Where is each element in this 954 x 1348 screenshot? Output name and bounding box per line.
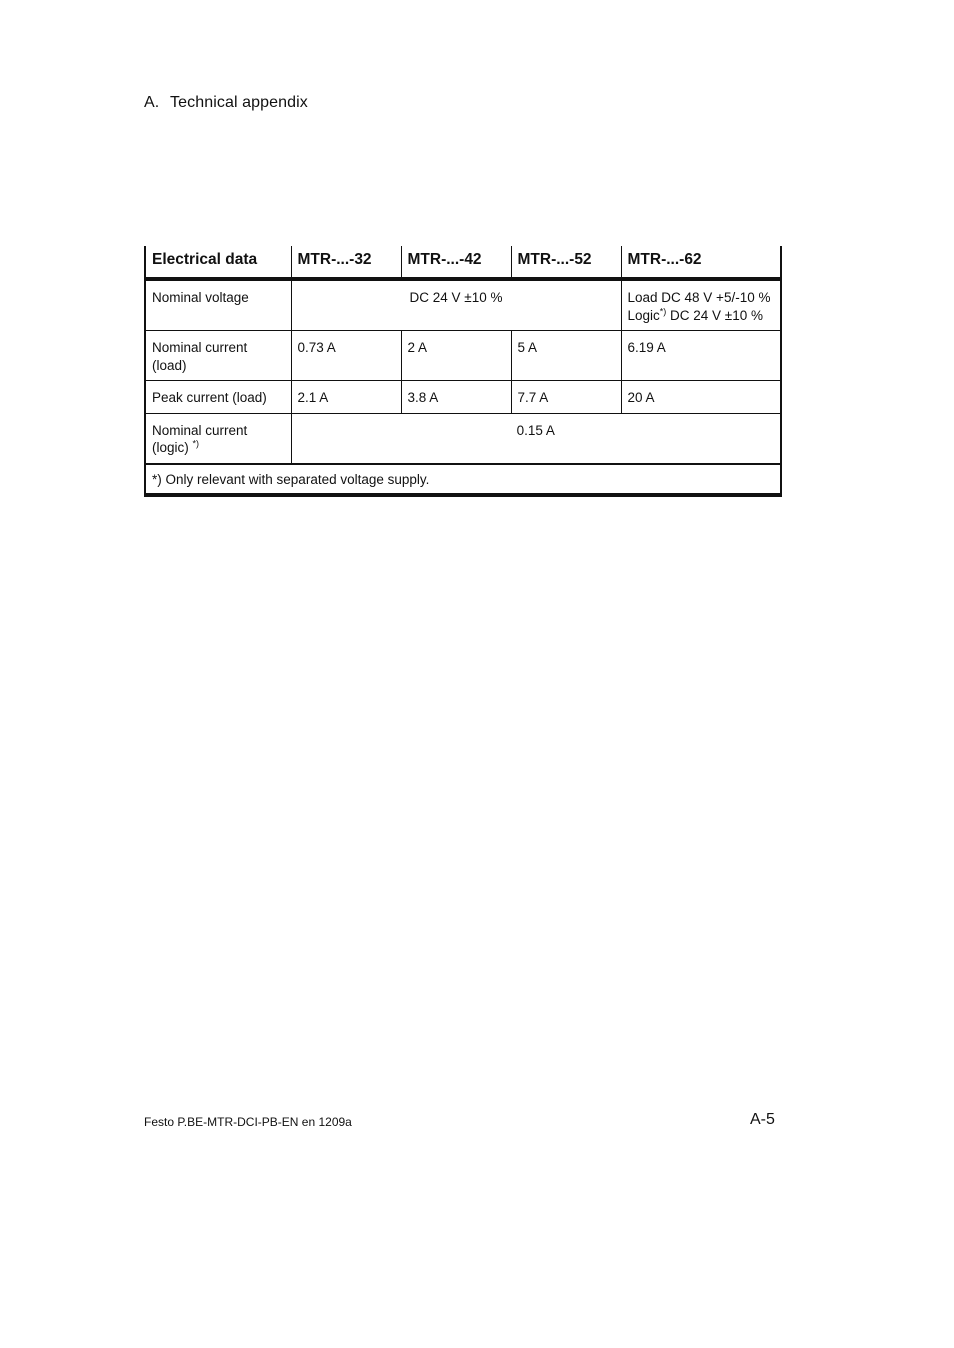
table-cell: 3.8 A <box>401 381 511 414</box>
header-mtr-32: MTR-...-32 <box>291 246 401 279</box>
table-cell: 2 A <box>401 331 511 381</box>
row-label-line2: (load) <box>152 357 187 373</box>
row-label-line2: (logic) <box>152 440 193 455</box>
load-voltage: Load DC 48 V +5/-10 % <box>627 290 771 305</box>
header-electrical-data: Electrical data <box>145 246 291 279</box>
page-number: A-5 <box>750 1111 775 1128</box>
table-row-nominal-current-load <box>145 331 781 381</box>
table-cell: 2.1 A <box>291 381 401 414</box>
table-row-peak-current-load <box>145 381 781 414</box>
row-label-line1: Nominal current <box>152 340 248 355</box>
header-mtr-52: MTR-...-52 <box>511 246 621 279</box>
table-row-nominal-voltage <box>145 279 781 331</box>
footnote-mark: *) <box>192 438 200 449</box>
row-label <box>145 331 291 381</box>
nominal-voltage-62-value <box>621 279 781 331</box>
table-header-row <box>145 246 781 279</box>
electrical-data-table <box>144 246 782 497</box>
footer-document-id: Festo P.BE-MTR-DCI-PB-EN en 1209a <box>144 1115 352 1129</box>
table-cell: 0.73 A <box>291 331 401 381</box>
table-cell: 6.19 A <box>621 331 781 381</box>
section-title: Technical appendix <box>170 94 308 111</box>
logic-label: Logic <box>627 307 660 323</box>
header-mtr-62: MTR-...-62 <box>621 246 781 279</box>
row-label-line1: Nominal current <box>152 422 248 438</box>
table-cell: 20 A <box>621 381 781 414</box>
row-label <box>145 413 291 464</box>
nominal-current-logic-value: 0.15 A <box>291 413 781 464</box>
logic-voltage: DC 24 V ±10 % <box>666 307 763 323</box>
table-footnote-row <box>145 464 781 495</box>
row-label: Peak current (load) <box>145 381 291 414</box>
section-number: A. <box>144 94 160 111</box>
header-mtr-42: MTR-...-42 <box>401 246 511 279</box>
table-row-nominal-current-logic <box>145 413 781 464</box>
footnote-mark: *) <box>659 306 667 316</box>
table-cell: 5 A <box>511 331 621 381</box>
row-label: Nominal voltage <box>145 279 291 331</box>
section-header <box>144 94 308 112</box>
nominal-voltage-shared-value: DC 24 V ±10 % <box>291 279 621 331</box>
table-footnote: *) Only relevant with separated voltage supply. <box>145 464 781 495</box>
table-cell: 7.7 A <box>511 381 621 414</box>
